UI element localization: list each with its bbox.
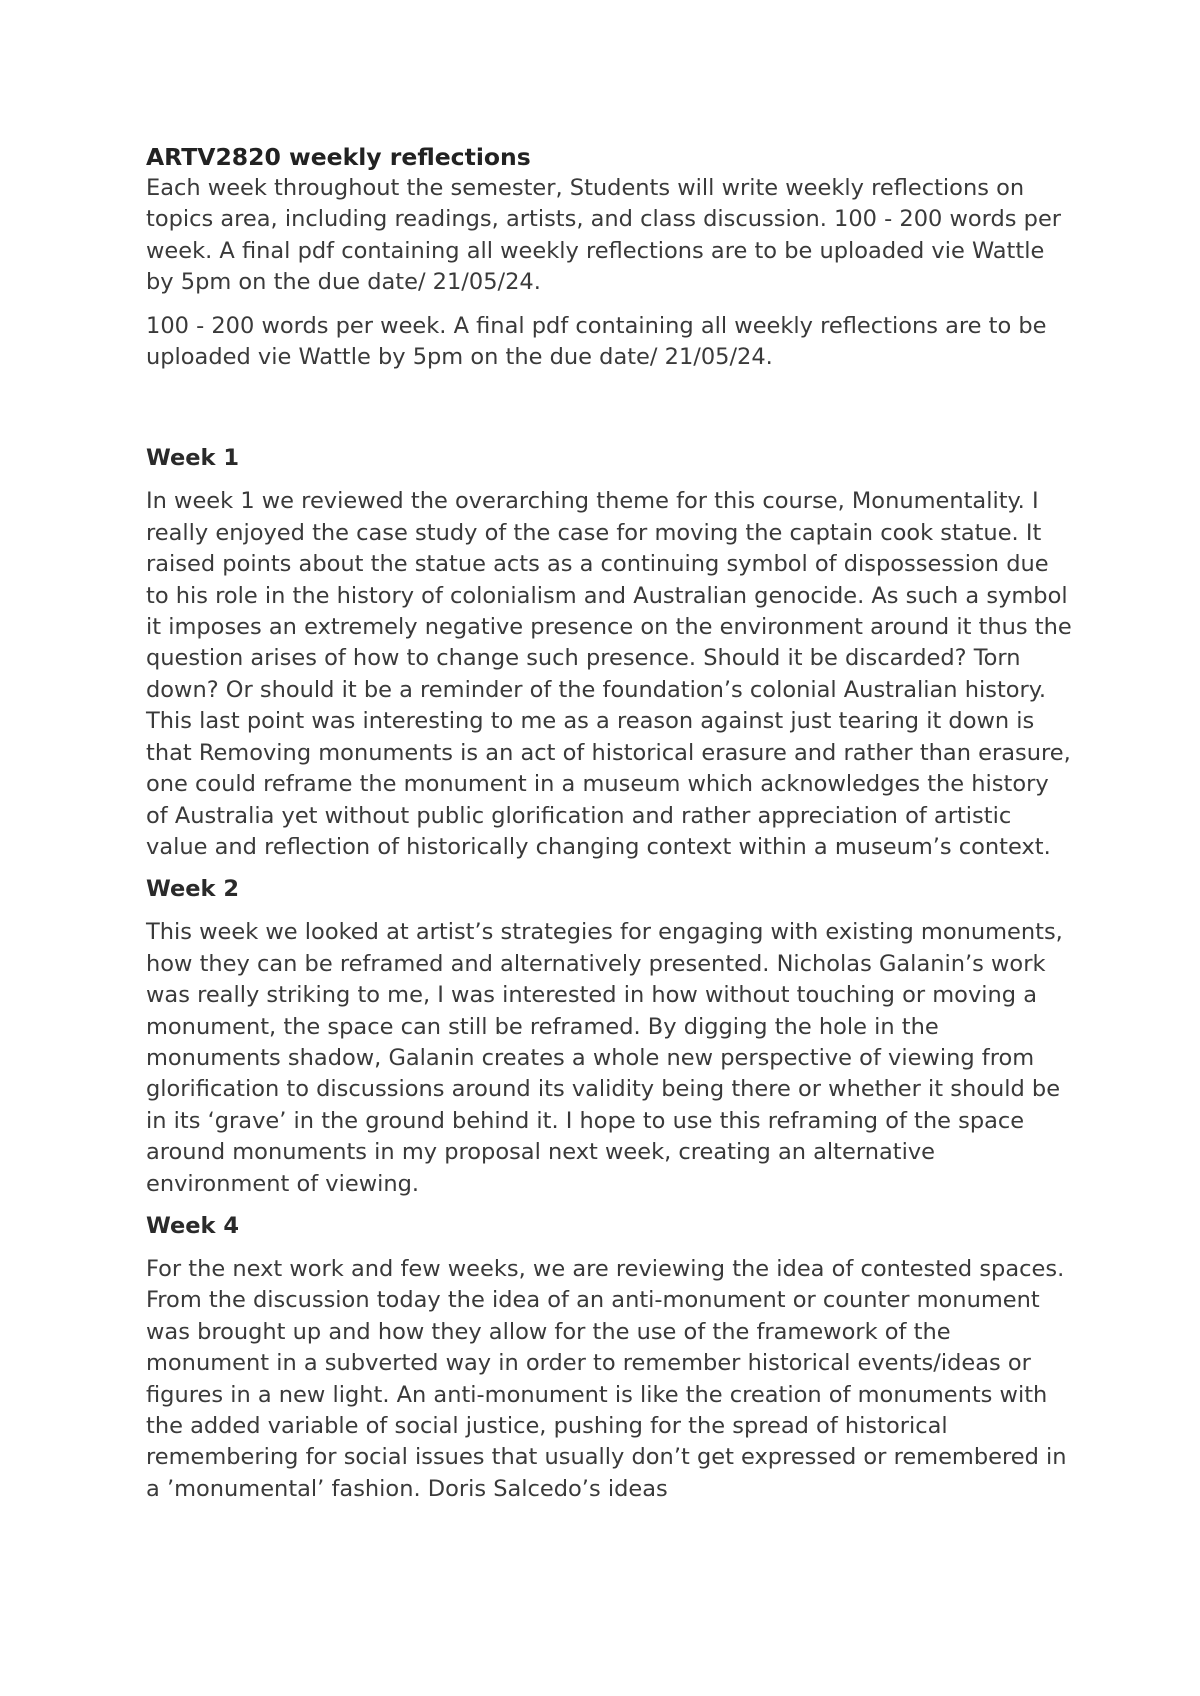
document-title: ARTV2820 weekly reflections <box>146 143 531 171</box>
document-content <box>146 141 1076 1505</box>
week-body: In week 1 we reviewed the overarching theme for this course, Monumentality. I really enjoyed the case study of the case for moving the captain cook statue. It raised points about the statue acts as a continuing symbol of dispossession due to his role in the history of colonialism and Australian genocide. As such a symbol it imposes an extremely negative presence on the environment around it thus the question arises of how to change such presence. Should it be discarded? Torn down? Or should it be a reminder of the foundation’s colonial Australian history. This last point was interesting to me as a reason against just tearing it down is that Removing monuments is an act of historical erasure and rather than erasure, one could reframe the monument in a museum which acknowledges the history of Australia yet without public glorification and rather appreciation of artistic value and reflection of historically changing context within a museum’s context. <box>146 488 1072 860</box>
week-section-4 <box>146 1211 1076 1505</box>
intro-section <box>146 173 1076 373</box>
week-heading: Week 1 <box>146 445 239 472</box>
week-heading: Week 4 <box>146 1212 239 1239</box>
week-heading: Week 2 <box>146 876 239 903</box>
week-body: This week we looked at artist’s strategies for engaging with existing monuments, how they can be reframed and alternatively presented. Nicholas Galanin’s work was really striking to me, I was interested in how without touching or moving a monument, the space can still be reframed. By digging the hole in the monuments shadow, Galanin creates a whole new perspective of viewing from glorification to discussions around its validity being there or whether it should be in its ‘grave’ in the ground behind it. I hope to use this reframing of the space around monuments in my proposal next week, creating an alternative environment of viewing. <box>146 919 1063 1197</box>
intro-paragraph: 100 - 200 words per week. A final pdf containing all weekly reflections are to be uploaded vie Wattle by 5pm on the due date/ 21/05/24. <box>146 312 1047 371</box>
week-section-1 <box>146 443 1076 863</box>
week-section-2 <box>146 874 1076 1200</box>
intro-paragraph: Each week throughout the semester, Students will write weekly reflections on topics area, including readings, artists, and class discussion. 100 - 200 words per week. A final pdf containing all weekly reflections are to be uploaded vie Wattle by 5pm on the due date/ 21/05/24. <box>146 175 1062 296</box>
week-body: For the next work and few weeks, we are reviewing the idea of contested spaces. From the discussion today the idea of an anti-monument or counter monument was brought up and how they allow for the use of the framework of the monument in a subverted way in order to remember historical events/ideas or figures in a new light. An anti-monument is like the creation of monuments with the added variable of social justice, pushing for the spread of historical remembering for social issues that usually don’t get expressed or remembered in a ’monumental’ fashion. Doris Salcedo’s ideas <box>146 1255 1067 1502</box>
